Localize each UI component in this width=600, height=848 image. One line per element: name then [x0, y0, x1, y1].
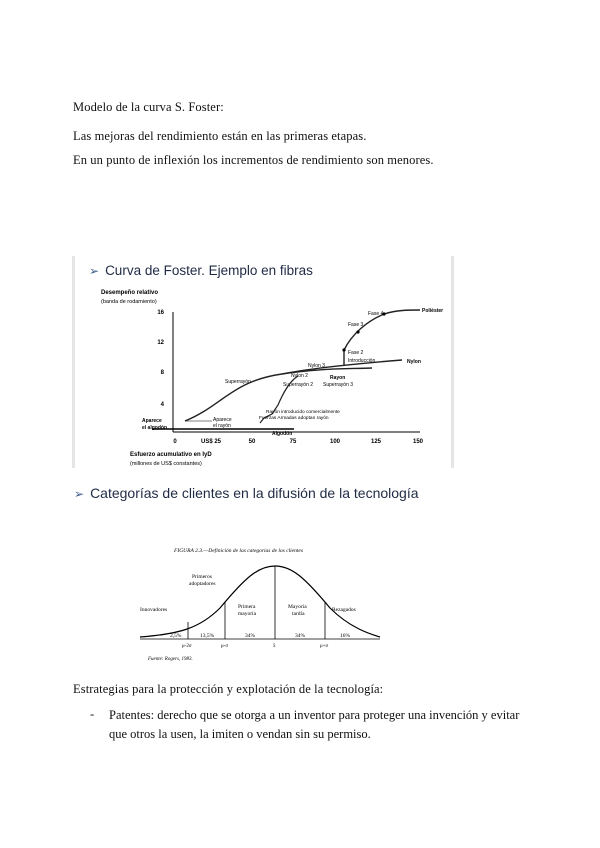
foster-curve-chart [72, 256, 454, 468]
y-tick-16: 16 [157, 310, 164, 316]
paragraph-foster-model: Modelo de la curva S. Foster: [73, 100, 224, 114]
arrow-icon: ➢ [89, 264, 100, 278]
mayoria-tardia-label-1: Mayoría [288, 604, 307, 610]
introduccion-label: Introducción [348, 358, 376, 364]
figure2-caption: FIGURA 2.3.—Definición de las categorías de los clientes [174, 548, 303, 554]
aparece-algodon-2: el algodón [142, 425, 167, 431]
paragraph-inflection-point: En un punto de inflexión los incrementos de rendimiento son menores. [73, 153, 434, 167]
y-tick-12: 12 [157, 340, 164, 346]
superrayon-label: Superrayón [225, 379, 251, 385]
figure1-title: ➢ Curva de Foster. Ejemplo en fibras [89, 263, 313, 278]
y-tick-8: 8 [160, 370, 164, 376]
x-axis-sublabel: (millones de US$ constantes) [130, 461, 202, 467]
nylon2-label: Nylon 2 [291, 373, 308, 379]
fase3-label: Fase 3 [348, 322, 364, 328]
adopters-bell-curve [140, 538, 400, 668]
mark-mu-sigma: μ-σ [221, 644, 229, 649]
rezagados-label: Rezagados [332, 607, 356, 613]
x-tick-125: 125 [370, 439, 382, 445]
mark-mu-2sigma: μ-2σ [182, 644, 192, 649]
pct-rezagados: 16% [340, 633, 351, 639]
x-tick-150: 150 [412, 439, 424, 445]
mayoria-tardia-label-2: tardía [292, 611, 305, 617]
figure2-title: ➢ Categorías de clientes en la difusión de la tecnología [74, 485, 419, 501]
patentes-item: Patentes: derecho que se otorga a un inventor para proteger una invención y evitar que otros la usen, la imiten o vendan sin su permiso. [109, 708, 520, 741]
fase2-label: Fase 2 [348, 350, 364, 356]
pct-mayoria-tardia: 34% [295, 633, 306, 639]
aparece-rayon-1: Aparece [213, 417, 232, 423]
rayon-intro-label: Rayón introducido comercialmente [266, 410, 340, 415]
primeros-label-1: Primeros [192, 574, 212, 580]
poliester-label: Poliéster [422, 308, 444, 314]
y-axis-sublabel: (banda de rodamiento) [101, 299, 157, 305]
y-tick-4: 4 [160, 402, 164, 408]
x-tick-50: 50 [248, 439, 256, 445]
foster-curve-figure [72, 256, 454, 468]
bullet-dash: - [90, 707, 95, 721]
aparece-algodon-1: Aparece [142, 418, 162, 424]
paragraph-early-improvements: Las mejoras del rendimiento están en las primeras etapas. [73, 129, 367, 143]
x-tick-75: 75 [289, 439, 297, 445]
figure2-source: Fuente: Rogers, 1983. [148, 657, 193, 662]
superrayon2-label: Superrayón 2 [283, 382, 314, 388]
x-tick-100: 100 [329, 439, 341, 445]
pct-innovadores: 2,5% [170, 633, 182, 639]
x-axis-label: Esfuerzo acumulativo en IyD [130, 452, 212, 458]
x-tick-25: US$ 25 [200, 439, 222, 445]
rayon-label: Rayon [330, 375, 346, 381]
strategies-heading: Estrategias para la protección y explotación de la tecnología: [73, 682, 384, 696]
primera-mayoria-label-1: Primera [238, 604, 256, 610]
nylon-label: Nylon [407, 359, 421, 365]
primera-mayoria-label-2: mayoría [238, 611, 257, 617]
arrow-icon: ➢ [74, 487, 85, 501]
aparece-rayon-2: el rayón [213, 423, 231, 429]
fase4-label: Fase 4 [368, 311, 384, 317]
y-axis-label: Desempeño relativo [101, 290, 159, 296]
primeros-label-2: adoptadores [189, 581, 216, 587]
algodon-label: Algodón [272, 431, 293, 437]
fuerzas-label: Fuerzas Armadas adoptan rayón [259, 416, 329, 421]
nylon3-label: Nylon 3 [308, 363, 325, 369]
superrayon3-label: Superrayón 3 [323, 382, 354, 388]
pct-primera-mayoria: 34% [245, 633, 256, 639]
mark-mean: x̄ [273, 644, 276, 649]
mark-mu-plus-sigma: μ+σ [320, 644, 329, 649]
x-tick-0: 0 [173, 439, 177, 445]
innovadores-label: Innovadores [140, 607, 168, 613]
pct-primeros: 13,5% [200, 633, 215, 639]
